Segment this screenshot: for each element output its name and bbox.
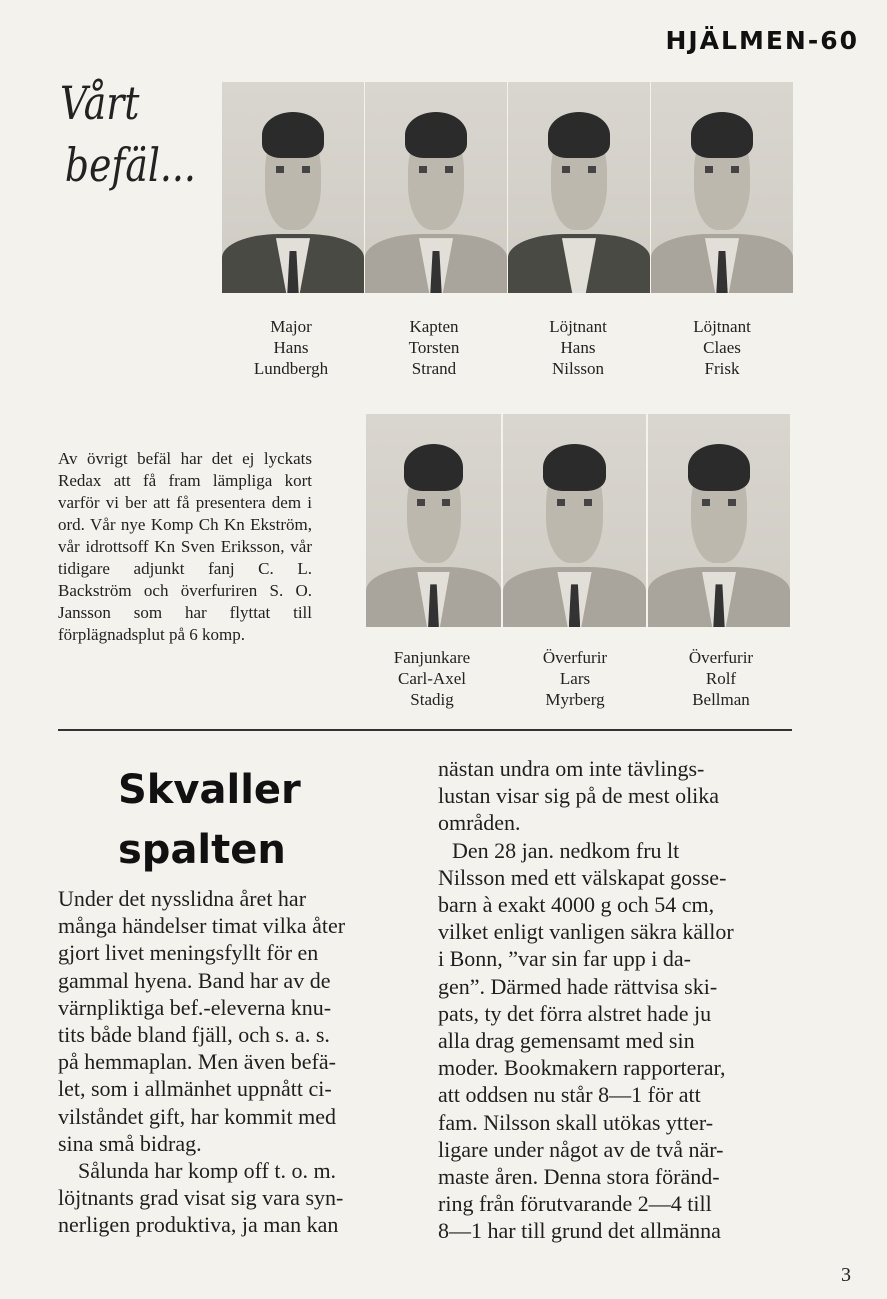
officer-last-name: Myrberg	[545, 690, 605, 709]
text-line: på hemmaplan. Men även befä-	[58, 1049, 336, 1075]
officer-rank: Löjtnant	[693, 317, 751, 336]
text-line: Sålunda har komp off t. o. m.	[78, 1158, 337, 1184]
officer-first-name: Hans	[560, 338, 596, 357]
officer-last-name: Nilsson	[552, 359, 604, 378]
text-line: sina små bidrag.	[58, 1130, 202, 1156]
text-line: många händelser timat vilka åter	[58, 913, 346, 939]
text-line: ring från förutvarande 2—4 till	[438, 1191, 712, 1217]
officer-caption	[505, 647, 645, 710]
text-line: vilket enligt vanligen säkra källor	[438, 919, 734, 945]
officer-rank: Major	[270, 317, 312, 336]
text-line: gammal hyena. Band har av de	[58, 967, 331, 993]
text-line: Under det nysslidna året har	[58, 886, 307, 911]
officer-first-name: Claes	[703, 338, 741, 357]
text-line: gen”. Därmed hade rättvisa ski-	[438, 973, 718, 999]
officer-caption	[651, 316, 793, 379]
text-line: värnpliktiga bef.-eleverna knu-	[58, 994, 332, 1020]
text-line: Den 28 jan. nedkom fru lt	[452, 837, 680, 863]
text-line: maste åren. Denna stora föränd-	[438, 1164, 720, 1190]
text-line: gjort livet meningsfyllt för en	[58, 940, 319, 966]
section-title-line1: Vårt	[60, 76, 140, 130]
officer-last-name: Frisk	[704, 359, 740, 378]
headline-line1: Skvaller	[118, 767, 301, 813]
article-left-column	[58, 885, 406, 1239]
officer-first-name: Torsten	[408, 338, 460, 357]
headline-line2: spalten	[118, 827, 286, 873]
officer-caption	[222, 316, 360, 379]
officer-rank: Överfurir	[688, 648, 754, 667]
magazine-header: HJÄLMEN-60	[665, 26, 859, 55]
officer-caption	[362, 647, 502, 710]
section-title	[60, 72, 196, 196]
portrait-photo	[651, 82, 795, 293]
officer-rank: Överfurir	[542, 648, 608, 667]
text-line: vilståndet gift, har kommit med	[58, 1103, 337, 1129]
portrait-photo	[508, 82, 652, 293]
text-line: områden.	[438, 810, 521, 836]
officer-caption	[650, 647, 792, 710]
portrait-photo	[222, 82, 366, 293]
text-line: nästan undra om inte tävlings-	[438, 756, 705, 781]
text-line: tits både bland fjäll, och s. a. s.	[58, 1022, 330, 1048]
officer-rank: Löjtnant	[549, 317, 607, 336]
section-divider	[58, 729, 792, 731]
article-headline	[118, 760, 301, 880]
officer-caption	[365, 316, 503, 379]
text-line: pats, ty det förra alstret hade ju	[438, 1000, 712, 1026]
officer-rank: Fanjunkare	[393, 648, 471, 667]
text-line: nerligen produktiva, ja man kan	[58, 1212, 339, 1238]
portrait-photo	[365, 82, 509, 293]
text-line: fam. Nilsson skall utökas ytter-	[438, 1109, 714, 1135]
portrait-photo	[648, 414, 792, 627]
officer-first-name: Hans	[273, 338, 309, 357]
text-line: ligare under något av de två när-	[438, 1136, 724, 1162]
text-line: att oddsen nu står 8—1 för att	[438, 1082, 701, 1108]
portrait-photo	[503, 414, 648, 627]
text-line: löjtnants grad visat sig vara syn-	[58, 1185, 344, 1211]
text-line: Nilsson med ett välskapat gosse-	[438, 864, 727, 890]
officer-first-name: Lars	[559, 669, 591, 688]
officer-first-name: Carl-Axel	[398, 669, 466, 688]
officer-last-name: Strand	[411, 359, 457, 378]
section-title-line2: befäl...	[64, 138, 196, 192]
portrait-photo	[366, 414, 503, 627]
officer-last-name: Stadig	[410, 690, 454, 709]
text-line: let, som i allmänhet uppnått ci-	[58, 1076, 332, 1102]
text-line: alla drag gemensamt med sin	[438, 1028, 695, 1054]
text-line: moder. Bookmakern rapporterar,	[438, 1055, 726, 1081]
text-line: i Bonn, ”var sin far upp i da-	[438, 946, 691, 972]
officer-caption	[508, 316, 648, 379]
article-right-column	[438, 755, 790, 1245]
officer-last-name: Bellman	[692, 690, 750, 709]
intro-paragraph: Av övrigt befäl har det ej lyckats Redax att få fram lämpliga kort varför vi ber att få presentera dem i ord. Vår nye Komp Ch Kn Ekström, vår idrottsoff Kn Sven Eriksson, vår tidigare adjunkt fanj C. L. Backström och överfuriren S. O. Jansson som har flyttat till förplägnadsplut på 6 komp.	[58, 449, 312, 644]
page-number: 3	[841, 1264, 851, 1286]
text-line: barn à exakt 4000 g och 54 cm,	[438, 892, 715, 918]
officer-last-name: Lundbergh	[253, 359, 329, 378]
officer-rank: Kapten	[409, 317, 459, 336]
text-line: lustan visar sig på de mest olika	[438, 783, 720, 809]
text-line: 8—1 har till grund det allmänna	[438, 1218, 721, 1244]
officer-first-name: Rolf	[705, 669, 737, 688]
